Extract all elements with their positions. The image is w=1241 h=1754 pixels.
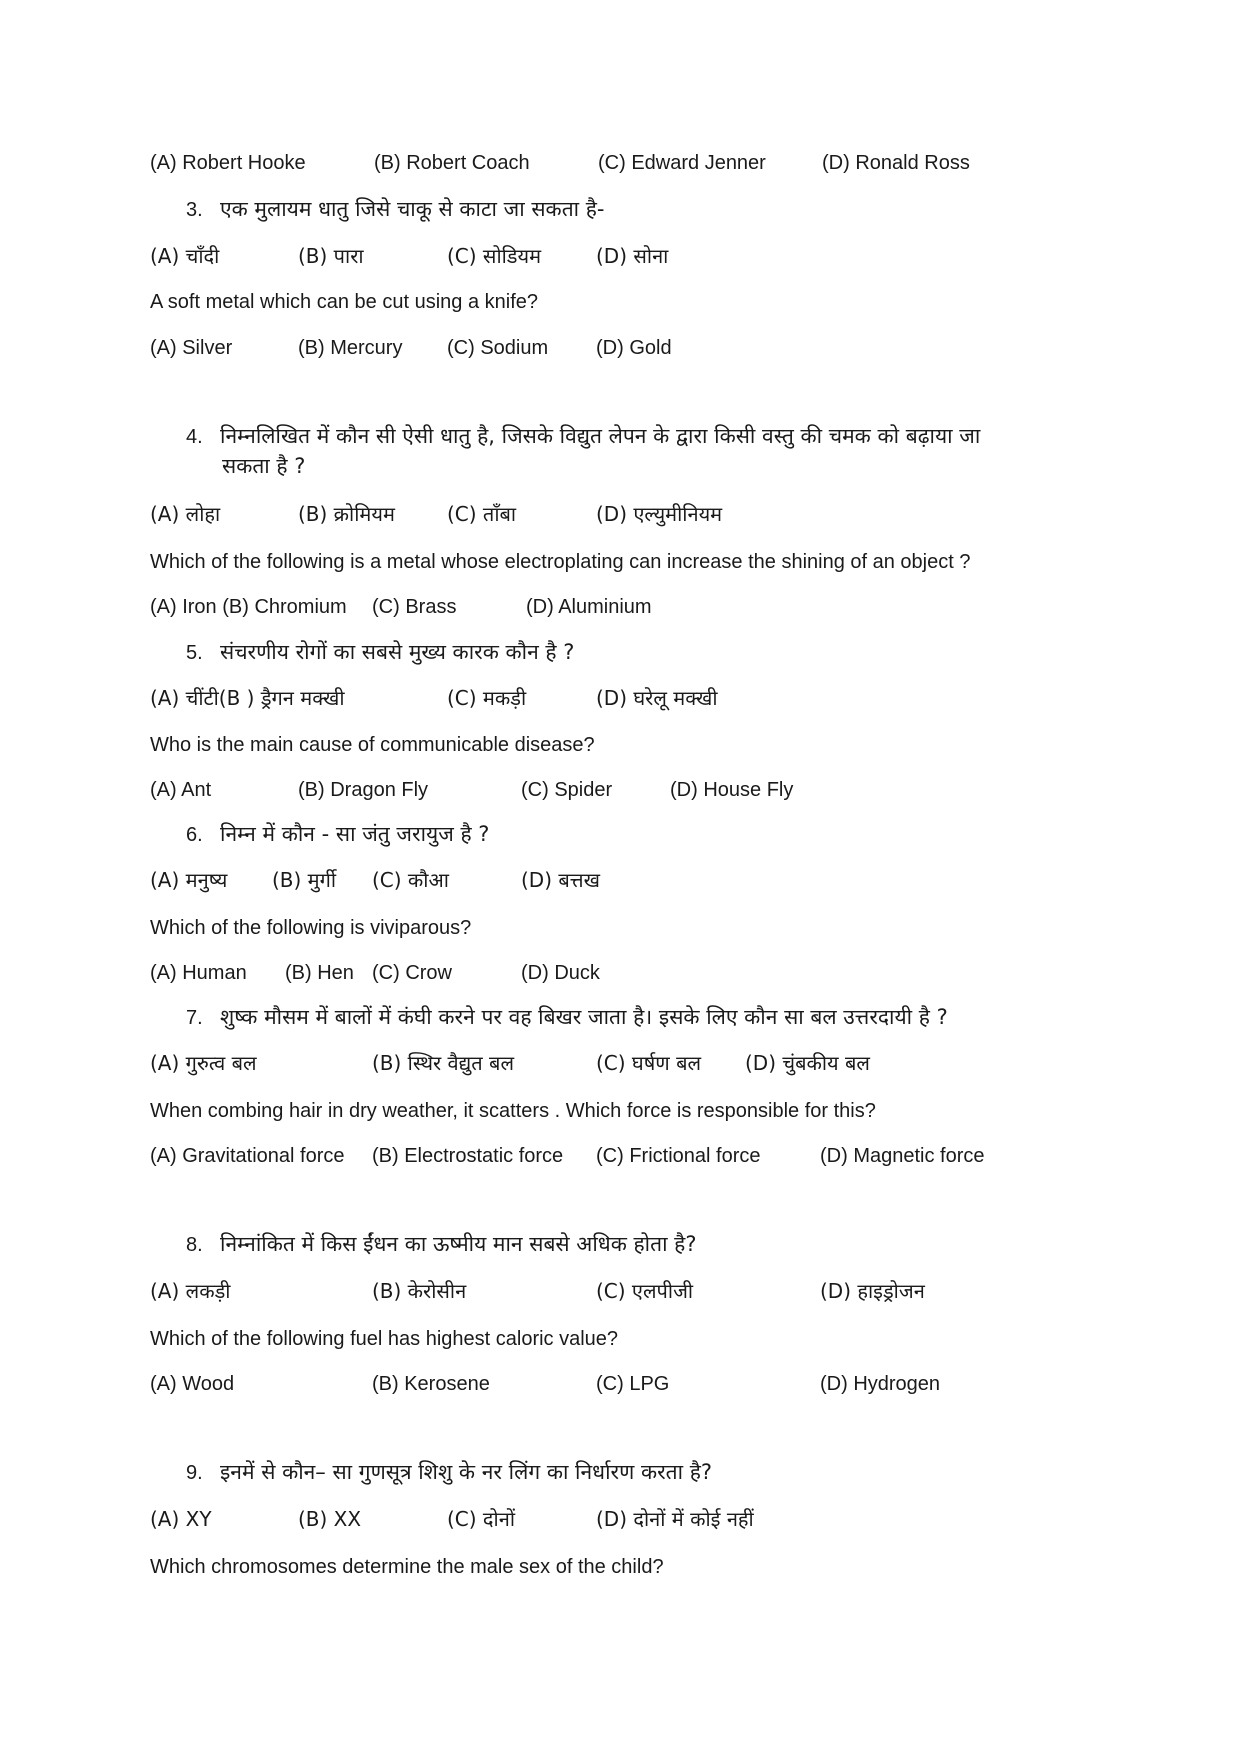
q5-number: 5. [186,642,203,664]
q7-hindi-text: शुष्क मौसम में बालों में कंघी करने पर वह बिखर जाता है। इसके लिए कौन सा बल उत्तरदायी है ? [220,1005,948,1029]
q6-option-b: (B) Hen [285,962,354,984]
q4-hindi-text-line1: निम्नलिखित में कौन सी ऐसी धातु है, जिसके विद्युत लेपन के द्वारा किसी वस्तु की चमक को बढ़ाया जा [220,424,981,448]
q6-option-d: (D) Duck [521,962,600,984]
q2-option-a: (A) Robert Hooke [150,152,306,174]
q7-hindi-option-c: (C) घर्षण बल [596,1051,702,1075]
q8-option-b: (B) Kerosene [372,1373,490,1395]
q3-number: 3. [186,199,203,221]
q4-hindi-option-b: (B) क्रोमियम [298,502,395,526]
q5-question-hindi [186,640,574,665]
q4-hindi-option-a: (A) लोहा [150,502,221,526]
q9-hindi-text: इनमें से कौन– सा गुणसूत्र शिशु के नर लिंग का निर्धारण करता है? [220,1460,713,1484]
q5-question-english: Who is the main cause of communicable disease? [150,734,595,756]
q4-hindi-option-c: (C) ताँबा [447,502,517,526]
q6-question-hindi [186,822,489,847]
q6-number: 6. [186,824,203,846]
q6-hindi-option-c: (C) कौआ [372,868,449,892]
q6-question-english: Which of the following is viviparous? [150,917,472,939]
q5-option-c: (C) Spider [521,779,613,801]
q7-option-a: (A) Gravitational force [150,1145,345,1167]
q3-option-a: (A) Silver [150,337,233,359]
q6-hindi-option-a: (A) मनुष्य [150,868,228,892]
q6-option-c: (C) Crow [372,962,452,984]
q5-hindi-option-ab: (A) चींटी(B ) ड्रैगन मक्खी [150,686,345,710]
q7-hindi-option-b: (B) स्थिर वैद्युत बल [372,1051,515,1075]
q9-number: 9. [186,1462,203,1484]
q7-number: 7. [186,1007,203,1029]
q8-hindi-option-d: (D) हाइड्रोजन [820,1279,925,1303]
q7-question-hindi [186,1005,948,1030]
q9-hindi-option-c: (C) दोनों [447,1507,516,1531]
q3-hindi-option-b: (B) पारा [298,244,364,268]
q7-option-d: (D) Magnetic force [820,1145,985,1167]
q4-number: 4. [186,426,203,448]
q6-hindi-text: निम्न में कौन - सा जंतु जरायुज है ? [220,822,490,846]
q5-option-d: (D) House Fly [670,779,794,801]
q5-option-a: (A) Ant [150,779,212,801]
q9-hindi-option-a: (A) XY [150,1507,212,1531]
q4-option-c: (C) Brass [372,596,457,618]
q9-hindi-option-d: (D) दोनों में कोई नहीं [596,1507,754,1531]
q8-option-d: (D) Hydrogen [820,1373,941,1395]
q4-question-english: Which of the following is a metal whose electroplating can increase the shining of an object ? [150,551,971,573]
q6-hindi-option-d: (D) बत्तख [521,868,600,892]
q6-hindi-option-b: (B) मुर्गी [272,868,337,892]
q8-question-english: Which of the following fuel has highest caloric value? [150,1328,619,1350]
q3-option-d: (D) Gold [596,337,672,359]
q4-option-d: (D) Aluminium [526,596,652,618]
q5-hindi-option-d: (D) घरेलू मक्खी [596,686,718,710]
q3-hindi-option-c: (C) सोडियम [447,244,542,268]
q3-question-hindi [186,197,605,222]
q8-hindi-option-a: (A) लकड़ी [150,1279,231,1303]
q3-hindi-option-a: (A) चाँदी [150,244,220,268]
q5-option-b: (B) Dragon Fly [298,779,429,801]
q2-option-b: (B) Robert Coach [374,152,530,174]
q3-option-b: (B) Mercury [298,337,403,359]
q6-option-a: (A) Human [150,962,247,984]
q8-option-a: (A) Wood [150,1373,235,1395]
q8-question-hindi [186,1232,696,1257]
q7-hindi-option-d: (D) चुंबकीय बल [745,1051,870,1075]
q9-question-hindi [186,1460,712,1485]
q2-option-c: (C) Edward Jenner [598,152,766,174]
q7-question-english: When combing hair in dry weather, it scatters . Which force is responsible for this? [150,1100,876,1122]
q8-hindi-option-c: (C) एलपीजी [596,1279,694,1303]
q4-question-hindi-line1 [186,424,980,449]
q8-number: 8. [186,1234,203,1256]
q7-option-b: (B) Electrostatic force [372,1145,564,1167]
q3-option-c: (C) Sodium [447,337,549,359]
q7-option-c: (C) Frictional force [596,1145,761,1167]
q3-question-english: A soft metal which can be cut using a knife? [150,291,538,313]
q7-hindi-option-a: (A) गुरुत्व बल [150,1051,257,1075]
q9-question-english: Which chromosomes determine the male sex of the child? [150,1556,664,1578]
q4-hindi-text-line2: सकता है ? [222,454,306,478]
q8-hindi-option-b: (B) केरोसीन [372,1279,467,1303]
q3-hindi-option-d: (D) सोना [596,244,669,268]
q5-hindi-option-c: (C) मकड़ी [447,686,527,710]
q3-hindi-text: एक मुलायम धातु जिसे चाकू से काटा जा सकता है- [220,197,605,221]
q8-option-c: (C) LPG [596,1373,670,1395]
q5-hindi-text: संचरणीय रोगों का सबसे मुख्य कारक कौन है ? [220,640,575,664]
q9-hindi-option-b: (B) XX [298,1507,362,1531]
q8-hindi-text: निम्नांकित में किस ईंधन का ऊष्मीय मान सबसे अधिक होता है? [220,1232,697,1256]
q4-option-ab: (A) Iron (B) Chromium [150,596,347,618]
q4-hindi-option-d: (D) एल्युमीनियम [596,502,723,526]
q2-option-d: (D) Ronald Ross [822,152,970,174]
